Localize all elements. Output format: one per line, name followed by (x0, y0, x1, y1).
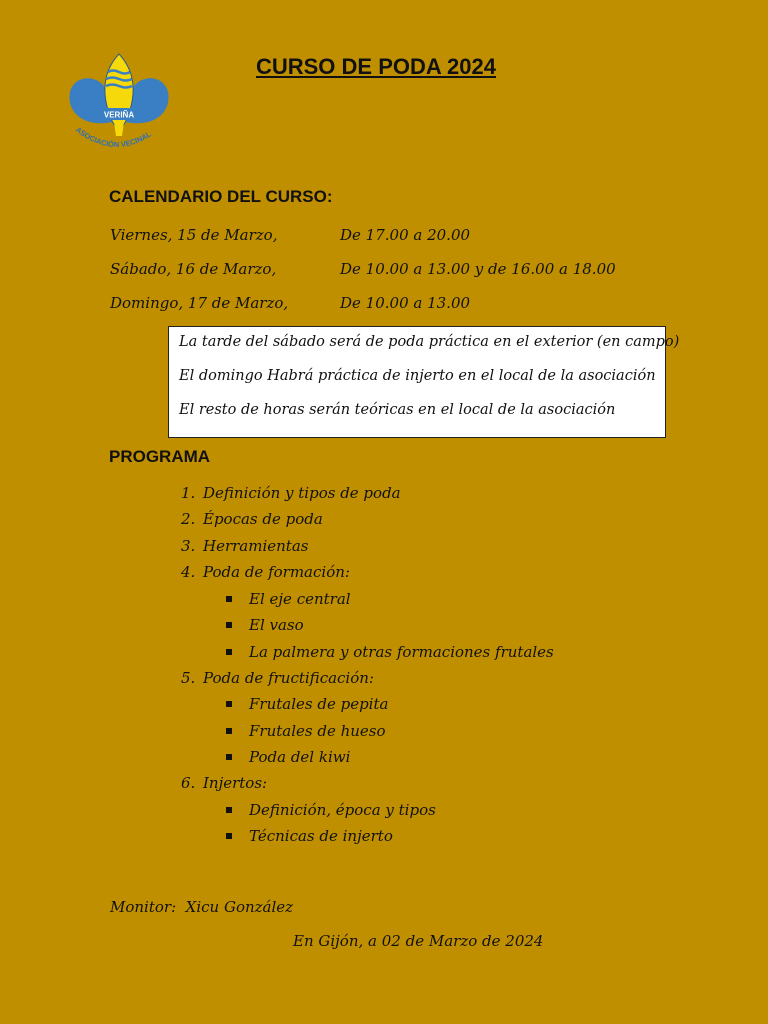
note-line: La tarde del sábado será de poda práctica en el exterior (en campo) (179, 334, 680, 350)
svg-text:ASOCIACIÓN VECINAL (74, 125, 153, 149)
note-line: El domingo Habrá práctica de injerto en el local de la asociación (179, 368, 656, 384)
sub-item: Frutales de pepita (249, 695, 389, 713)
item-number: 4. (181, 563, 196, 581)
item-number: 3. (181, 537, 196, 555)
bullet-icon (226, 649, 232, 655)
sub-item: La palmera y otras formaciones frutales (249, 643, 554, 661)
bullet-icon (226, 754, 232, 760)
calendar-time: De 10.00 a 13.00 y de 16.00 a 18.00 (340, 260, 616, 278)
sub-item: Definición, época y tipos (249, 801, 436, 819)
monitor-line: Monitor: Xicu González (110, 898, 294, 916)
list-item: Injertos: (203, 774, 268, 792)
calendar-time: De 10.00 a 13.00 (340, 294, 471, 312)
bullet-icon (226, 807, 232, 813)
notes-box (168, 326, 680, 438)
sub-item: El vaso (249, 616, 304, 634)
programa-heading: PROGRAMA (109, 447, 211, 466)
list-item: Poda de formación: (203, 563, 350, 581)
list-item: Poda de fructificación: (203, 669, 374, 687)
sub-item: El eje central (249, 590, 351, 608)
calendar-day: Sábado, 16 de Marzo, (110, 260, 277, 278)
logo-name: VERIÑA (103, 110, 135, 120)
bullet-icon (226, 701, 232, 707)
date-place-line: En Gijón, a 02 de Marzo de 2024 (293, 932, 544, 950)
bullet-icon (226, 728, 232, 734)
bullet-icon (226, 596, 232, 602)
note-line: El resto de horas serán teóricas en el local de la asociación (179, 402, 616, 418)
list-item: Épocas de poda (203, 510, 323, 528)
bullet-icon (226, 622, 232, 628)
item-number: 2. (181, 510, 196, 528)
item-number: 5. (181, 669, 196, 687)
calendar-day: Viernes, 15 de Marzo, (110, 226, 278, 244)
calendar-day: Domingo, 17 de Marzo, (110, 294, 289, 312)
logo-subtitle: ASOCIACIÓN VECINAL (74, 125, 153, 150)
item-number: 1. (181, 484, 196, 502)
bullet-icon (226, 833, 232, 839)
sub-item: Poda del kiwi (249, 748, 351, 766)
sub-item: Técnicas de injerto (249, 827, 393, 845)
calendar-heading: CALENDARIO DEL CURSO: (109, 187, 333, 206)
sub-item: Frutales de hueso (249, 722, 386, 740)
calendar-time: De 17.00 a 20.00 (340, 226, 471, 244)
page-title: CURSO DE PODA 2024 (255, 54, 497, 79)
list-item: Definición y tipos de poda (203, 484, 401, 502)
item-number: 6. (181, 774, 196, 792)
list-item: Herramientas (203, 537, 309, 555)
